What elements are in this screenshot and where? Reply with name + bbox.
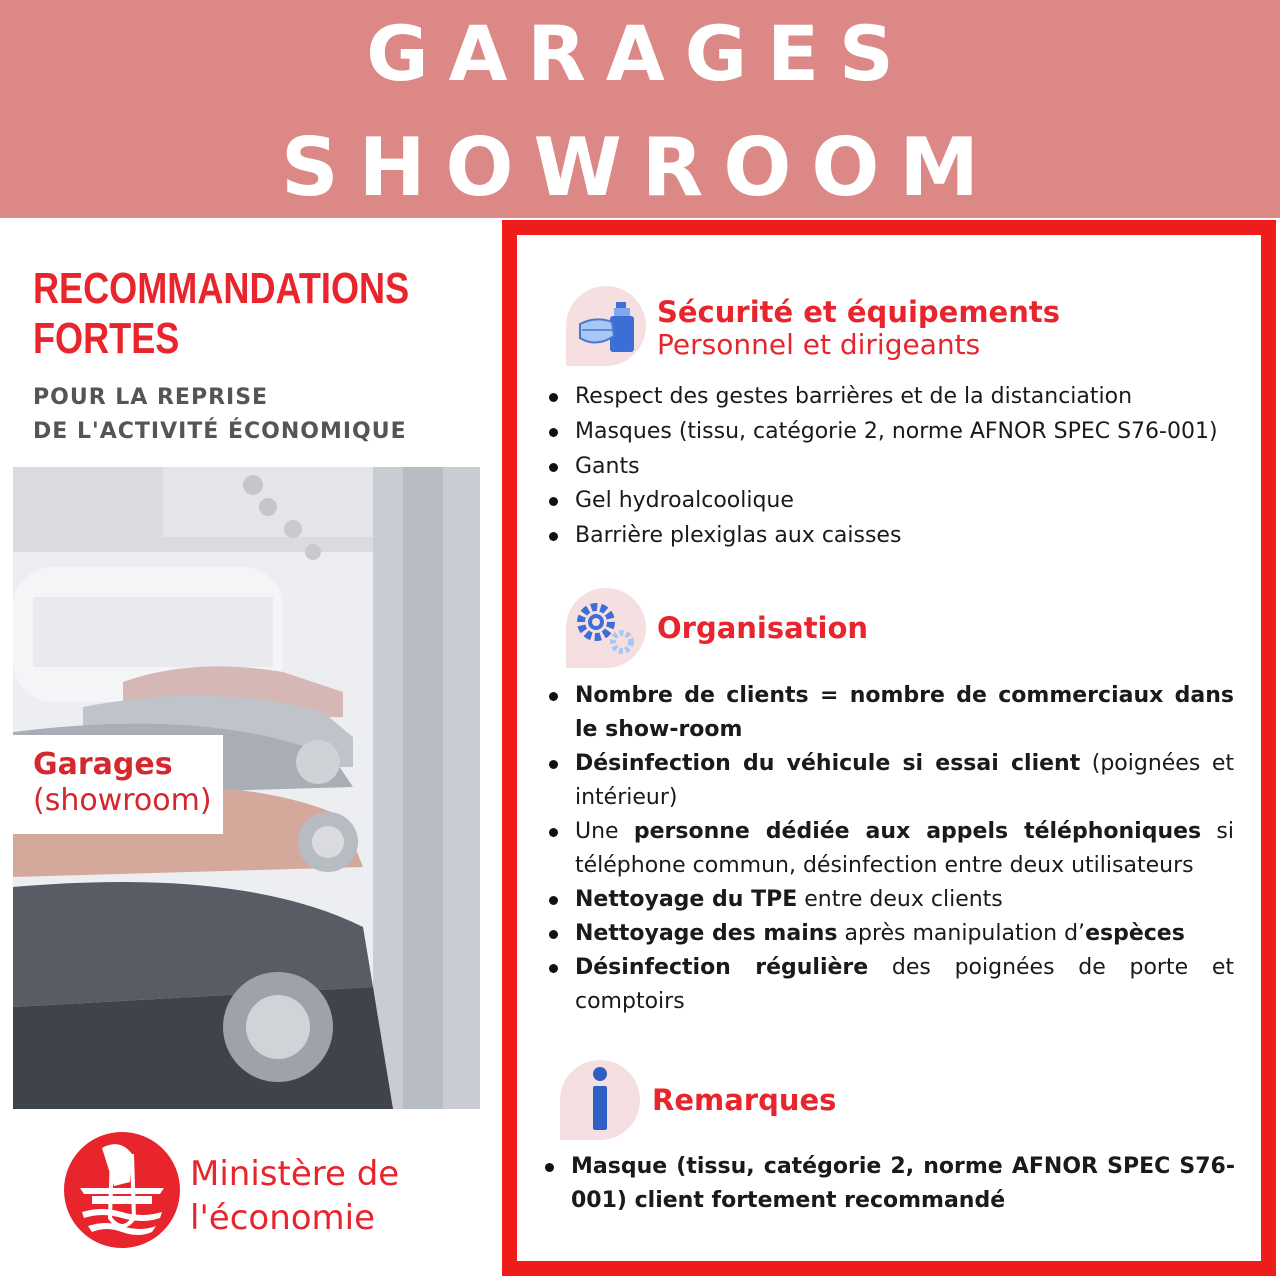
recommendations-title bbox=[33, 264, 409, 364]
item-bold: Nettoyage du TPE bbox=[575, 887, 798, 912]
reco-title-line1: RECOMMANDATIONS bbox=[33, 264, 410, 313]
security-section-subtitle: Personnel et dirigeants bbox=[657, 328, 981, 361]
polynesia-seal-logo bbox=[62, 1130, 182, 1250]
item-bold: Nettoyage des mains bbox=[575, 921, 838, 946]
item-text: des poignées de porte et comptoirs bbox=[575, 955, 1234, 1014]
info-icon bbox=[560, 1060, 640, 1140]
ministry-line1: Ministère de bbox=[190, 1154, 400, 1194]
list-item: Gants bbox=[549, 450, 1239, 485]
security-section-title: Sécurité et équipements bbox=[657, 295, 1060, 329]
list-item: Masque (tissu, catégorie 2, norme AFNOR SPEC S76-001) client fortement recommandé bbox=[545, 1150, 1235, 1218]
photo-caption-line1: Garages bbox=[33, 747, 173, 782]
item-bold: Nombre de clients = nombre de commerciaux dans le show-room bbox=[575, 683, 1234, 742]
reco-title-line2: FORTES bbox=[33, 314, 180, 363]
item-text: Une bbox=[575, 819, 634, 844]
title-banner bbox=[0, 0, 1280, 218]
item-text: (poignées et intérieur) bbox=[575, 751, 1234, 810]
reco-sub-line1: POUR LA REPRISE bbox=[33, 385, 269, 410]
organisation-list bbox=[549, 679, 1234, 1019]
item-text: si téléphone commun, désinfection entre deux utilisateurs bbox=[575, 819, 1234, 878]
security-list bbox=[549, 380, 1239, 554]
list-item bbox=[549, 815, 1234, 883]
banner-title-line1: GARAGES bbox=[366, 9, 914, 98]
list-item: Respect des gestes barrières et de la distanciation bbox=[549, 380, 1239, 415]
photo-caption-line2: (showroom) bbox=[33, 783, 212, 818]
item-bold: Désinfection régulière bbox=[575, 955, 869, 980]
ministry-line2: l'économie bbox=[190, 1198, 376, 1238]
remarks-section-title: Remarques bbox=[652, 1083, 837, 1117]
reco-sub-line2: DE L'ACTIVITÉ ÉCONOMIQUE bbox=[33, 419, 407, 444]
list-item bbox=[549, 883, 1234, 917]
item-bold: Désinfection du véhicule si essai client bbox=[575, 751, 1081, 776]
mask-sanitizer-icon bbox=[566, 286, 646, 366]
item-bold: personne dédiée aux appels téléphoniques bbox=[633, 819, 1202, 844]
item-bold: espèces bbox=[1085, 921, 1185, 946]
banner-title-line2: SHOWROOM bbox=[280, 121, 1000, 214]
item-text: après manipulation d’ bbox=[837, 921, 1086, 946]
ministry-name bbox=[190, 1152, 399, 1240]
item-text: entre deux clients bbox=[797, 887, 1003, 912]
list-item bbox=[549, 917, 1234, 951]
recommendations-subtitle bbox=[33, 381, 407, 449]
list-item: Masques (tissu, catégorie 2, norme AFNOR SPEC S76-001) bbox=[549, 415, 1239, 450]
remarks-list bbox=[545, 1150, 1235, 1218]
list-item: Gel hydroalcoolique bbox=[549, 484, 1239, 519]
organisation-section-title: Organisation bbox=[657, 611, 869, 645]
list-item bbox=[549, 679, 1234, 747]
list-item: Barrière plexiglas aux caisses bbox=[549, 519, 1239, 554]
list-item bbox=[549, 747, 1234, 815]
gears-icon bbox=[566, 588, 646, 668]
list-item bbox=[549, 951, 1234, 1019]
photo-caption bbox=[13, 735, 223, 834]
